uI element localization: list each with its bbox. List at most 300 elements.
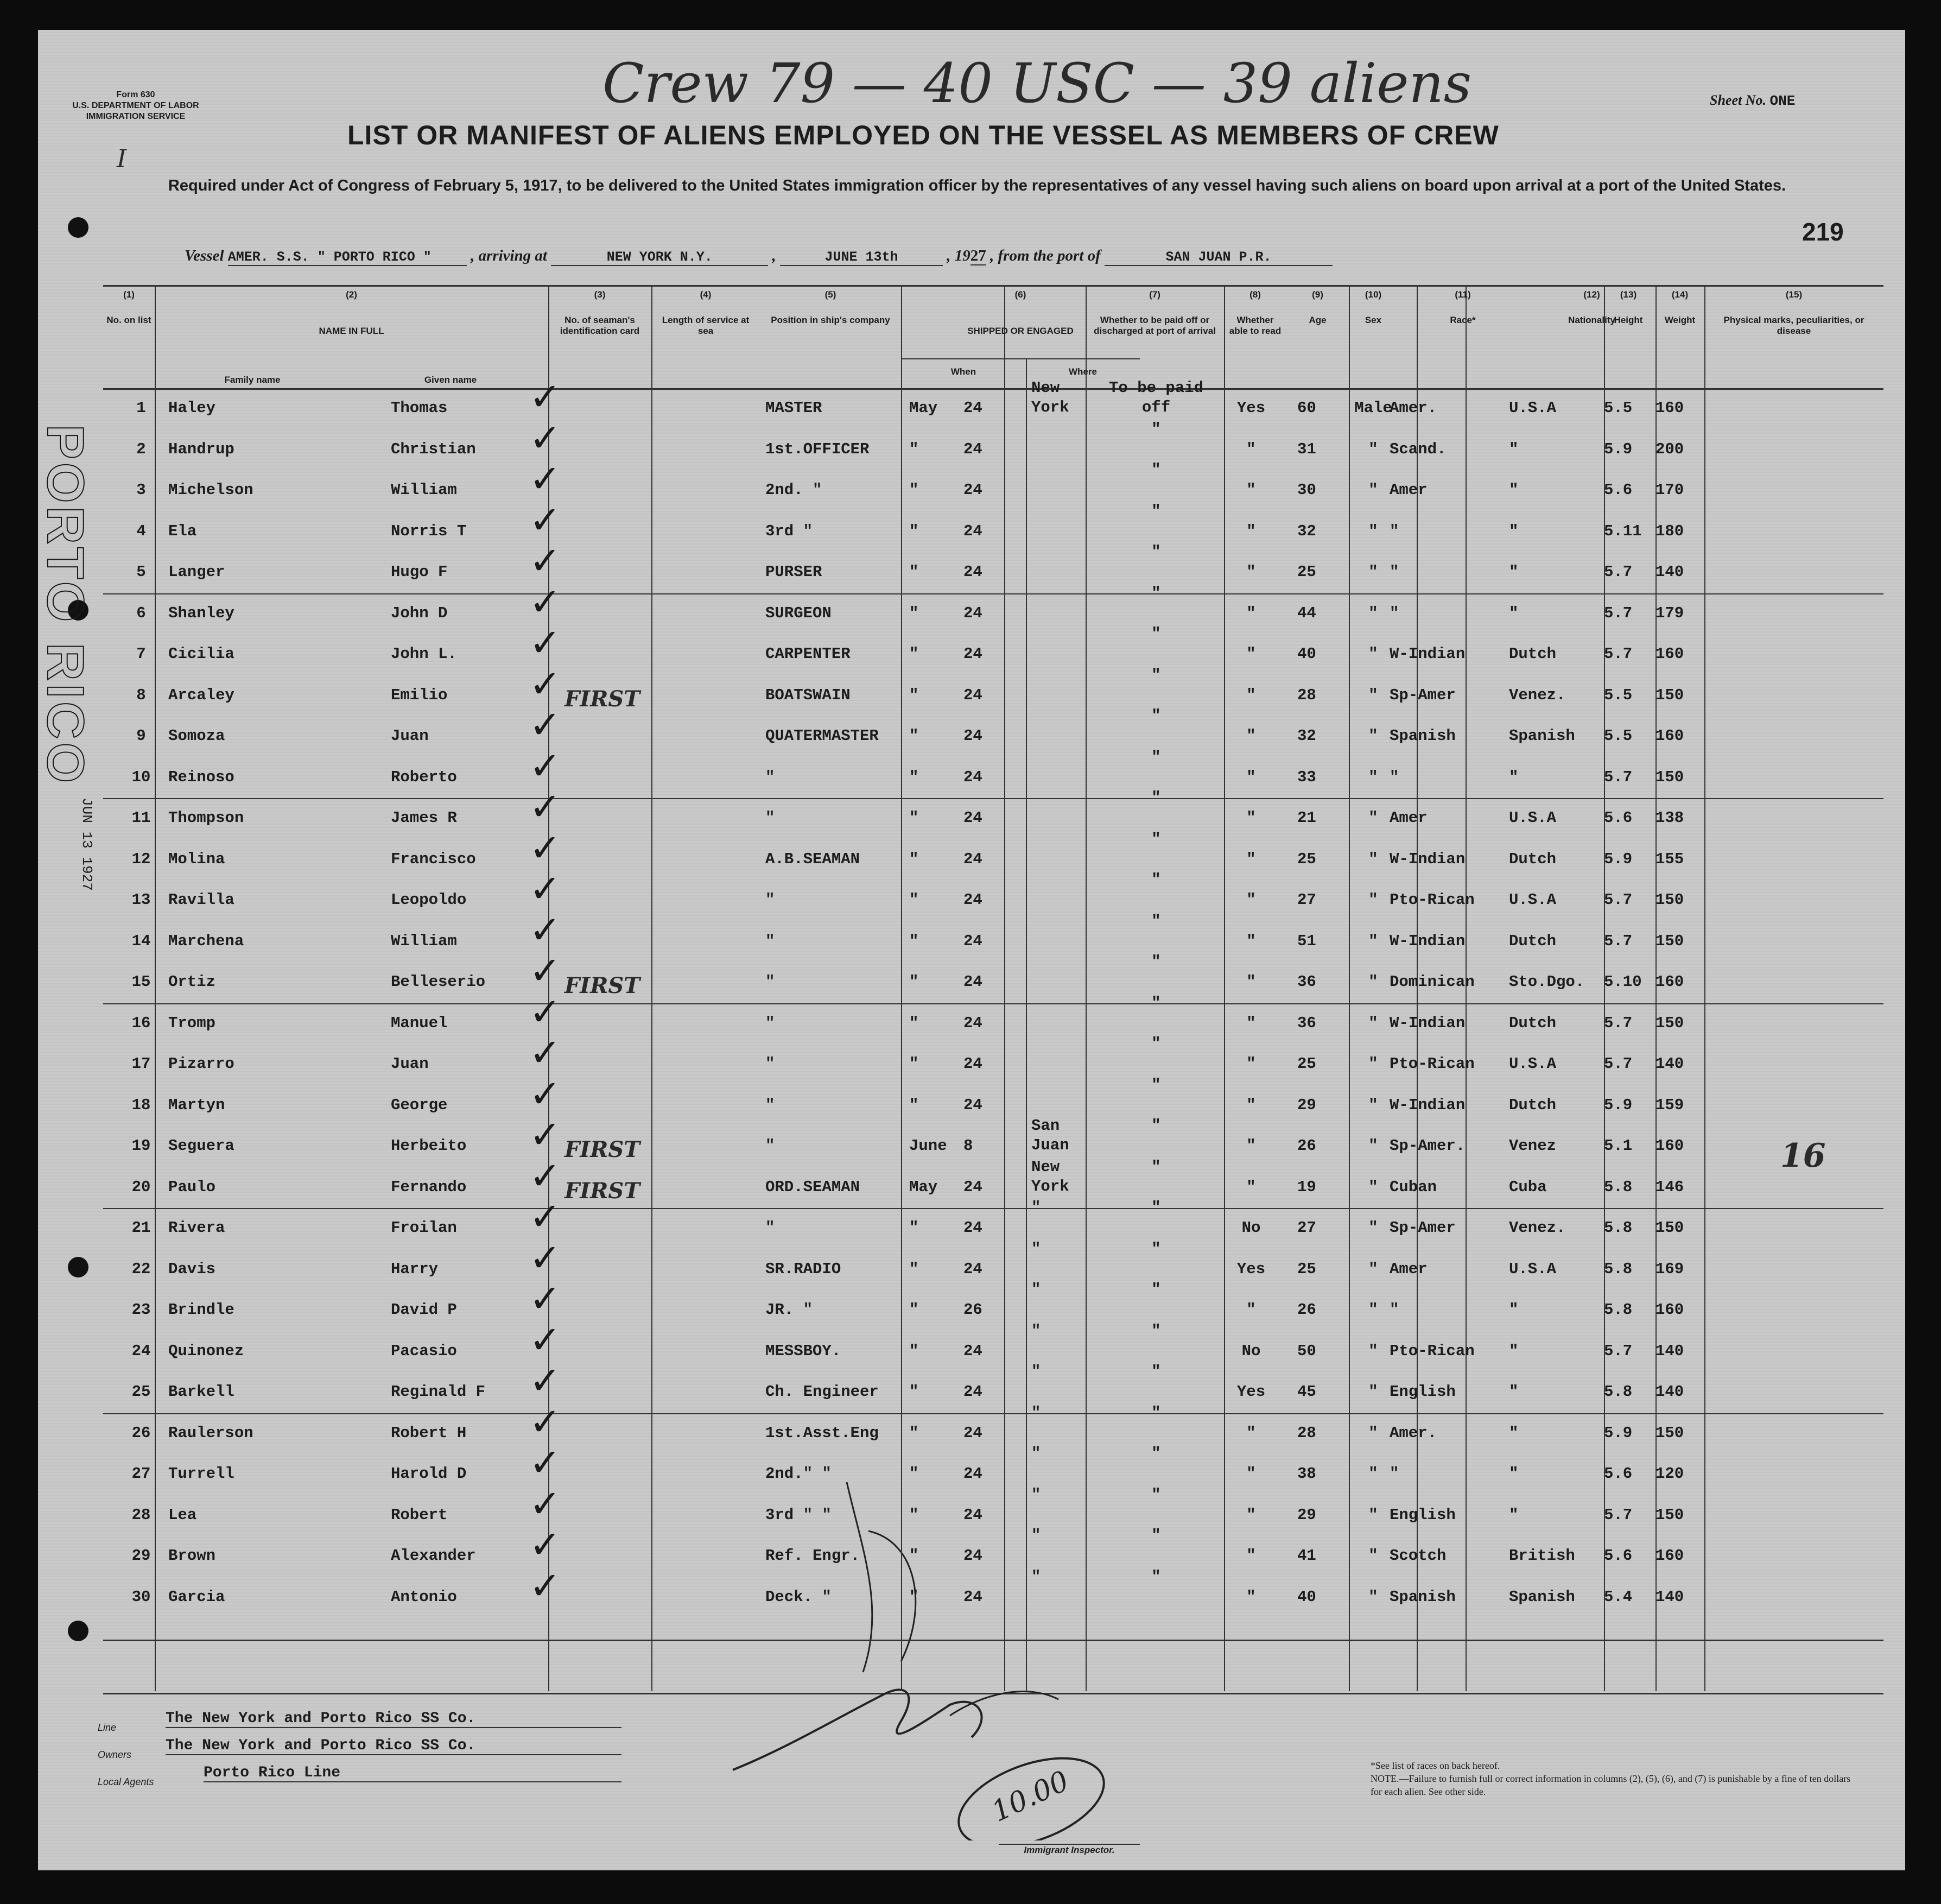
row-shipped-month: " (909, 727, 919, 745)
table-row-rule (103, 798, 1883, 799)
row-family-name: Arcaley (168, 686, 234, 704)
line-value: The New York and Porto Rico SS Co. (166, 1710, 621, 1728)
row-position: 3rd " " (765, 1506, 832, 1524)
column-header-c4: Length of service at sea (662, 315, 750, 336)
row-shipped-day: 24 (963, 1547, 982, 1565)
row-family-name: Barkell (168, 1383, 234, 1401)
row-sex: " (1368, 1465, 1378, 1483)
row-given-name: Emilio (391, 686, 448, 704)
row-shipped-month: " (909, 1465, 919, 1483)
table-column-rule (901, 285, 902, 1691)
row-shipped-where: " (1031, 1199, 1041, 1217)
row-shipped-day: 24 (963, 891, 982, 909)
row-nationality: Dutch (1509, 1014, 1557, 1032)
row-paid-off: " (1151, 871, 1161, 889)
row-paid-off: " (1151, 625, 1161, 643)
table-column-rule (1704, 285, 1705, 1691)
row-row-number: 15 (131, 973, 151, 991)
row-shipped-where: " (1031, 1403, 1041, 1422)
row-age: 36 (1297, 1014, 1316, 1032)
row-paid-off: " (1151, 1035, 1161, 1053)
column-number-c7: (7) (1149, 289, 1160, 300)
row-able-to-read: " (1246, 686, 1256, 704)
row-shipped-day: 24 (963, 481, 982, 499)
row-position: " (765, 891, 775, 909)
row-shipped-day: 24 (963, 604, 982, 622)
row-race: Spanish (1390, 1587, 1456, 1606)
row-paid-off: " (1151, 1281, 1161, 1299)
row-nationality: Cuba (1509, 1178, 1547, 1196)
checkmark-icon: ✓ (529, 579, 561, 624)
row-able-to-read: " (1246, 1055, 1256, 1073)
row-weight: 160 (1655, 399, 1684, 417)
table-row-rule (103, 1003, 1883, 1004)
row-age: 25 (1297, 1055, 1316, 1073)
column-header-c1: No. on list (106, 315, 151, 325)
row-family-name: Handrup (168, 440, 234, 458)
row-height: 5.11 (1604, 522, 1642, 540)
row-shipped-month: " (909, 522, 919, 540)
row-nationality: " (1509, 1506, 1519, 1524)
row-race: W-Indian (1390, 932, 1466, 950)
row-given-name: John L. (391, 645, 457, 663)
row-nationality: Venez. (1509, 686, 1566, 704)
row-given-name: Herbeito (391, 1137, 467, 1155)
row-family-name: Brindle (168, 1301, 234, 1319)
row-shipped-day: 24 (963, 809, 982, 827)
column-number-c4: (4) (700, 289, 712, 300)
row-age: 27 (1297, 1219, 1316, 1237)
handwritten-i: I (117, 144, 127, 173)
row-shipped-day: 26 (963, 1301, 982, 1319)
row-weight: 160 (1655, 727, 1684, 745)
row-sex: " (1368, 1096, 1378, 1114)
row-weight: 160 (1655, 1137, 1684, 1155)
row-able-to-read: " (1246, 1096, 1256, 1114)
row-nationality: Dutch (1509, 1096, 1557, 1114)
row-age: 32 (1297, 522, 1316, 540)
row-age: 25 (1297, 563, 1316, 581)
row-paid-off: " (1151, 502, 1161, 520)
checkmark-icon: ✓ (529, 989, 561, 1034)
row-family-name: Shanley (168, 604, 234, 622)
row-age: 31 (1297, 440, 1316, 458)
row-able-to-read: " (1246, 440, 1256, 458)
row-weight: 179 (1655, 604, 1684, 622)
row-height: 5.10 (1604, 973, 1642, 991)
column-header-c2: NAME IN FULL (319, 326, 384, 336)
row-position: A.B.SEAMAN (765, 850, 860, 868)
row-paid-off: " (1151, 830, 1161, 848)
row-family-name: Haley (168, 399, 216, 417)
table-bottom-rule (103, 1640, 1883, 1641)
row-position: SR.RADIO (765, 1260, 841, 1278)
row-sex: " (1368, 1137, 1378, 1155)
row-given-name: Roberto (391, 768, 457, 786)
row-paid-off: " (1151, 543, 1161, 561)
row-height: 5.8 (1604, 1178, 1633, 1196)
owners-label: Owners (98, 1749, 132, 1760)
checkmark-icon: ✓ (529, 825, 561, 870)
row-shipped-month: May (909, 399, 938, 417)
row-family-name: Langer (168, 563, 225, 581)
row-weight: 150 (1655, 1014, 1684, 1032)
row-age: 21 (1297, 809, 1316, 827)
row-nationality: U.S.A (1509, 809, 1557, 827)
row-weight: 160 (1655, 1547, 1684, 1565)
row-able-to-read: " (1246, 1014, 1256, 1032)
column-header-c12: Nationality (1568, 315, 1615, 325)
row-age: 50 (1297, 1342, 1316, 1360)
checkmark-icon: ✓ (529, 1563, 561, 1608)
row-height: 5.1 (1604, 1137, 1633, 1155)
row-height: 5.8 (1604, 1219, 1633, 1237)
row-race: W-Indian (1390, 850, 1466, 868)
column-number-c6: (6) (1014, 289, 1026, 300)
row-height: 5.7 (1604, 1506, 1633, 1524)
row-family-name: Quinonez (168, 1342, 244, 1360)
row-race: Pto-Rican (1390, 1342, 1475, 1360)
row-height: 5.7 (1604, 768, 1633, 786)
checkmark-icon: ✓ (529, 948, 561, 993)
row-shipped-month: " (909, 1383, 919, 1401)
row-paid-off: " (1151, 1199, 1161, 1217)
row-shipped-where: New York (1031, 379, 1069, 416)
row-height: 5.5 (1604, 399, 1633, 417)
row-weight: 150 (1655, 932, 1684, 950)
row-given-name: Harold D (391, 1465, 467, 1483)
row-row-number: 5 (136, 563, 146, 581)
row-position: " (765, 768, 775, 786)
row-nationality: Dutch (1509, 932, 1557, 950)
row-sex: " (1368, 1506, 1378, 1524)
row-shipped-month: " (909, 686, 919, 704)
row-sex: " (1368, 1055, 1378, 1073)
row-row-number: 26 (131, 1424, 151, 1442)
agents-label: Local Agents (98, 1776, 154, 1787)
row-position: 1st.Asst.Eng (765, 1424, 879, 1442)
row-sex: " (1368, 1424, 1378, 1442)
row-able-to-read: Yes (1236, 1383, 1266, 1401)
row-given-name: Reginald F (391, 1383, 486, 1401)
row-given-name: Thomas (391, 399, 448, 417)
row-sex: " (1368, 686, 1378, 704)
row-nationality: Dutch (1509, 850, 1557, 868)
row-age: 28 (1297, 686, 1316, 704)
column-header-c9: Age (1309, 315, 1327, 325)
row-family-name: Ravilla (168, 891, 234, 909)
row-able-to-read: No (1241, 1342, 1261, 1360)
row-height: 5.5 (1604, 686, 1633, 704)
sheet-number: ONE (1769, 93, 1796, 109)
row-weight: 120 (1655, 1465, 1684, 1483)
stamp-date: JUN 13 1927 (79, 798, 95, 891)
row-nationality: " (1509, 1301, 1519, 1319)
table-column-rule (1026, 358, 1027, 1691)
row-race: English (1390, 1506, 1456, 1524)
row-position: PURSER (765, 563, 822, 581)
row-able-to-read: " (1246, 604, 1256, 622)
row-height: 5.7 (1604, 1014, 1633, 1032)
row-id-card: FIRST (564, 686, 640, 712)
row-paid-off: " (1151, 420, 1161, 438)
row-height: 5.7 (1604, 604, 1633, 622)
row-row-number: 27 (131, 1465, 151, 1483)
manifest-subtitle: Required under Act of Congress of February 5, 1917, to be delivered to the United States immigration officer by the representatives of any vessel having such aliens on board upon arrival at a port of the United States. (168, 177, 1786, 194)
row-shipped-day: 24 (963, 932, 982, 950)
row-weight: 140 (1655, 1342, 1684, 1360)
row-race: " (1390, 563, 1399, 581)
column-header-c5: Position in ship's company (771, 315, 890, 325)
row-paid-off: " (1151, 1485, 1161, 1504)
row-shipped-day: 24 (963, 686, 982, 704)
row-weight: 140 (1655, 1587, 1684, 1606)
row-row-number: 13 (131, 891, 151, 909)
row-given-name: John D (391, 604, 448, 622)
row-paid-off: " (1151, 461, 1161, 479)
row-family-name: Somoza (168, 727, 225, 745)
row-weight: 146 (1655, 1178, 1684, 1196)
row-age: 60 (1297, 399, 1316, 417)
row-paid-off: " (1151, 994, 1161, 1012)
row-age: 19 (1297, 1178, 1316, 1196)
row-height: 5.7 (1604, 891, 1633, 909)
row-able-to-read: Yes (1236, 399, 1266, 417)
column-header-c6: SHIPPED OR ENGAGED (967, 326, 1074, 336)
row-sex: " (1368, 809, 1378, 827)
row-height: 5.8 (1604, 1260, 1633, 1278)
row-row-number: 28 (131, 1506, 151, 1524)
table-row-rule (103, 593, 1883, 594)
checkmark-icon: ✓ (529, 743, 561, 788)
row-shipped-day: 24 (963, 1014, 982, 1032)
row-height: 5.5 (1604, 727, 1633, 745)
row-able-to-read: No (1241, 1219, 1261, 1237)
row-nationality: " (1509, 1424, 1519, 1442)
row-shipped-day: 24 (963, 522, 982, 540)
inspector-label: Immigrant Inspector. (999, 1844, 1140, 1856)
row-row-number: 30 (131, 1587, 151, 1606)
row-sex: " (1368, 932, 1378, 950)
row-paid-off: " (1151, 748, 1161, 766)
table-header-rule (103, 388, 1883, 390)
row-nationality: Spanish (1509, 1587, 1575, 1606)
row-shipped-day: 24 (963, 1424, 982, 1442)
column-header-c15: Physical marks, peculiarities, or disease (1723, 315, 1864, 336)
row-position: JR. " (765, 1301, 813, 1319)
row-shipped-month: " (909, 481, 919, 499)
row-given-name: Hugo F (391, 563, 448, 581)
row-given-name: Pacasio (391, 1342, 457, 1360)
row-family-name: Martyn (168, 1096, 225, 1114)
row-paid-off: " (1151, 1403, 1161, 1422)
row-sex: " (1368, 1014, 1378, 1032)
row-row-number: 18 (131, 1096, 151, 1114)
shipped-subheader-rule (901, 358, 1140, 359)
row-given-name: Norris T (391, 522, 467, 540)
row-row-number: 8 (136, 686, 146, 704)
row-race: " (1390, 768, 1399, 786)
row-age: 25 (1297, 850, 1316, 868)
row-paid-off: " (1151, 707, 1161, 725)
row-position: 2nd. " (765, 481, 822, 499)
row-sex: " (1368, 973, 1378, 991)
row-weight: 169 (1655, 1260, 1684, 1278)
row-shipped-where: " (1031, 1485, 1041, 1504)
row-position: 2nd." " (765, 1465, 832, 1483)
row-race: W-Indian (1390, 1096, 1466, 1114)
row-shipped-month: " (909, 1587, 919, 1606)
row-shipped-day: 24 (963, 1219, 982, 1237)
row-family-name: Garcia (168, 1587, 225, 1606)
column-number-c14: (14) (1671, 289, 1689, 300)
column-number-c11: (11) (1455, 289, 1471, 300)
row-weight: 150 (1655, 1219, 1684, 1237)
row-race: W-Indian (1390, 1014, 1466, 1032)
row-given-name: Manuel (391, 1014, 448, 1032)
row-nationality: " (1509, 768, 1519, 786)
row-given-name: Juan (391, 727, 429, 745)
row-race: " (1390, 1301, 1399, 1319)
row-row-number: 17 (131, 1055, 151, 1073)
row-position: Ref. Engr. (765, 1547, 860, 1565)
checkmark-icon: ✓ (529, 866, 561, 911)
column-header-c14: Weight (1664, 315, 1696, 325)
column-number-c2: (2) (346, 289, 357, 300)
row-race: Dominican (1390, 973, 1475, 991)
departure-port: SAN JUAN P.R. (1105, 249, 1333, 266)
row-family-name: Cicilia (168, 645, 234, 663)
row-race: Amer (1390, 1260, 1428, 1278)
row-able-to-read: " (1246, 1506, 1256, 1524)
row-given-name: Harry (391, 1260, 439, 1278)
row-shipped-day: 24 (963, 768, 982, 786)
column-subheader-c6b: Where (1069, 366, 1097, 377)
row-nationality: " (1509, 1342, 1519, 1360)
row-height: 5.9 (1604, 1096, 1633, 1114)
row-position: QUATERMASTER (765, 727, 879, 745)
sheet-label: Sheet No. (1710, 92, 1766, 108)
column-subheader-c2b: Given name (424, 375, 477, 385)
row-given-name: Fernando (391, 1178, 467, 1196)
row-family-name: Turrell (168, 1465, 234, 1483)
row-nationality: Venez. (1509, 1219, 1566, 1237)
table-row-rule (103, 1413, 1883, 1414)
row-shipped-where: " (1031, 1321, 1041, 1340)
row-given-name: Belleserio (391, 973, 486, 991)
row-shipped-where: " (1031, 1363, 1041, 1381)
row-race: Amer (1390, 809, 1428, 827)
row-physical-marks: 16 (1780, 1137, 1826, 1175)
row-age: 26 (1297, 1137, 1316, 1155)
row-nationality: " (1509, 481, 1519, 499)
row-age: 41 (1297, 1547, 1316, 1565)
service-name: IMMIGRATION SERVICE (86, 112, 186, 121)
row-shipped-month: " (909, 1506, 919, 1524)
row-shipped-where: San Juan (1031, 1117, 1069, 1154)
row-paid-off: " (1151, 953, 1161, 971)
row-sex: Male (1354, 399, 1392, 417)
row-paid-off: " (1151, 1157, 1161, 1176)
row-given-name: Leopoldo (391, 891, 467, 909)
penalty-note: NOTE.—Failure to furnish full or correct information in columns (2), (5), (6), and (7) is punishable by a fine of ten dollars for each alien. See other side. (1371, 1773, 1851, 1797)
checkmark-icon: ✓ (529, 1071, 561, 1116)
row-weight: 140 (1655, 1383, 1684, 1401)
row-given-name: Juan (391, 1055, 429, 1073)
row-given-name: William (391, 481, 457, 499)
row-sex: " (1368, 481, 1378, 499)
checkmark-icon: ✓ (529, 1399, 561, 1444)
row-age: 44 (1297, 604, 1316, 622)
row-able-to-read: " (1246, 891, 1256, 909)
row-shipped-month: " (909, 1055, 919, 1073)
row-shipped-month: " (909, 891, 919, 909)
row-shipped-month: " (909, 563, 919, 581)
row-row-number: 3 (136, 481, 146, 499)
checkmark-icon: ✓ (529, 1276, 561, 1321)
row-age: 40 (1297, 1587, 1316, 1606)
column-number-c1: (1) (123, 289, 135, 300)
row-row-number: 21 (131, 1219, 151, 1237)
row-row-number: 14 (131, 932, 151, 950)
row-nationality: Spanish (1509, 727, 1575, 745)
row-nationality: Sto.Dgo. (1509, 973, 1585, 991)
row-row-number: 16 (131, 1014, 151, 1032)
row-shipped-month: " (909, 932, 919, 950)
table-column-rule (651, 285, 652, 1691)
races-note: *See list of races on back hereof. (1371, 1760, 1500, 1771)
row-sex: " (1368, 1547, 1378, 1565)
row-given-name: Robert (391, 1506, 448, 1524)
row-shipped-where: New York (1031, 1157, 1069, 1195)
row-age: 26 (1297, 1301, 1316, 1319)
row-id-card: FIRST (564, 1178, 640, 1204)
row-height: 5.7 (1604, 645, 1633, 663)
column-number-c15: (15) (1785, 289, 1803, 300)
row-given-name: Alexander (391, 1547, 476, 1565)
row-paid-off: " (1151, 1321, 1161, 1340)
row-position: " (765, 932, 775, 950)
table-row-rule (103, 1208, 1883, 1209)
row-shipped-day: 24 (963, 399, 982, 417)
row-paid-off: " (1151, 1117, 1161, 1135)
checkmark-icon: ✓ (529, 785, 561, 829)
row-weight: 150 (1655, 891, 1684, 909)
department-name: U.S. DEPARTMENT OF LABOR (72, 101, 199, 110)
column-number-c12: (12) (1583, 289, 1600, 300)
row-paid-off: " (1151, 584, 1161, 602)
checkmark-icon: ✓ (529, 703, 561, 747)
row-family-name: Reinoso (168, 768, 234, 786)
row-weight: 160 (1655, 973, 1684, 991)
row-shipped-month: " (909, 850, 919, 868)
row-paid-off: " (1151, 789, 1161, 807)
row-shipped-day: 24 (963, 1178, 982, 1196)
row-shipped-month: " (909, 973, 919, 991)
row-shipped-where: " (1031, 1567, 1041, 1586)
row-shipped-day: 24 (963, 1342, 982, 1360)
column-number-c8: (8) (1249, 289, 1261, 300)
row-row-number: 29 (131, 1547, 151, 1565)
row-height: 5.7 (1604, 1342, 1633, 1360)
checkmark-icon: ✓ (529, 1317, 561, 1362)
row-age: 30 (1297, 481, 1316, 499)
row-shipped-month: " (909, 1301, 919, 1319)
checkmark-icon: ✓ (529, 415, 561, 460)
row-shipped-month: " (909, 1424, 919, 1442)
column-number-c3: (3) (594, 289, 606, 300)
row-race: " (1390, 522, 1399, 540)
